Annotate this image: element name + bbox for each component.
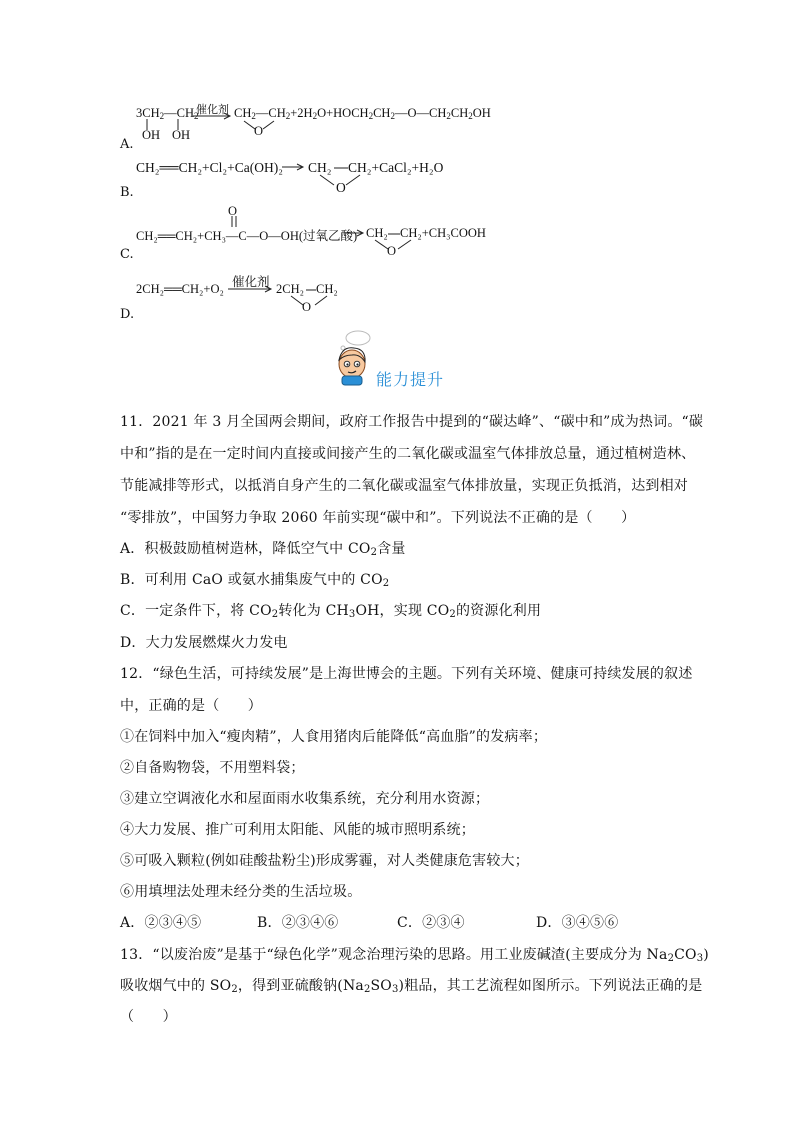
option-b-label: B. bbox=[120, 185, 134, 200]
q12-item-6: ⑥用填埋法处理未经分类的生活垃圾。 bbox=[120, 884, 362, 900]
q12-item-1: ①在饲料中加入“瘦肉精”，人食用猪肉后能降低“高血脂”的发病率； bbox=[120, 729, 548, 745]
q11-stem-line-2: 中和”指的是在一定时间内直接或间接产生的二氧化碳或温室气体排放总量，通过植树造林、 bbox=[120, 446, 696, 462]
option-c-cc-bond bbox=[388, 232, 400, 236]
option-d-ring-o: O bbox=[302, 300, 312, 314]
option-a-oh-right: OH bbox=[172, 128, 191, 142]
section-title: 能力提升 bbox=[376, 370, 445, 389]
q11-option-a: A．积极鼓励植树造林，降低空气中 $CO_2$含量 bbox=[120, 541, 406, 558]
option-a-oh-left: OH bbox=[142, 128, 161, 142]
q12-item-4: ④大力发展、推广可利用太阳能、风能的城市照明系统； bbox=[120, 822, 475, 838]
q12-item-2: ②自备购物袋，不用塑料袋； bbox=[120, 760, 305, 776]
q12-option-c: C．②③④ bbox=[397, 915, 465, 931]
q12-option-b: B．②③④⑥ bbox=[257, 915, 339, 931]
option-b-ring-right: CH₂+CaCl₂+H₂O bbox=[348, 160, 444, 175]
q11-option-b: B．可利用 CaO 或氨水捕集废气中的 $CO_2$ bbox=[120, 572, 390, 589]
q12-stem-line-2: 中，正确的是（ ） bbox=[120, 698, 262, 714]
option-a-reactant: $3CH_2—CH_2$ bbox=[136, 106, 199, 121]
option-c-arrow-icon bbox=[346, 229, 366, 237]
option-c-ring-o: O bbox=[387, 244, 397, 258]
q11-option-c: C．一定条件下，将 $CO_2$转化为 $CH_3OH$，实现 $CO_2$的资源化利用 bbox=[120, 603, 542, 620]
option-c-reactants: CH₂══CH₂+CH₃—C—O—OH(过氧乙酸) bbox=[136, 229, 358, 243]
option-c-ring-left: CH₂ bbox=[366, 226, 388, 240]
option-b-cc-bond bbox=[334, 166, 348, 170]
q11-stem-line-4: “零排放”，中国努力争取 2060 年前实现“碳中和”。下列说法不正确的是（ ） bbox=[120, 510, 636, 526]
q13-stem-line-1: 13．“以废治废”是基于“绿色化学”观念治理污染的思路。用工业废碱渣(主要成分为 $Na_2CO_3$) bbox=[120, 947, 709, 964]
option-d-reactants: 2CH₂══CH₂+O₂ bbox=[136, 282, 224, 296]
option-c-label: C. bbox=[120, 247, 134, 262]
q12-item-3: ③建立空调液化水和屋面雨水收集系统，充分利用水资源； bbox=[120, 791, 490, 807]
q11-stem-line-3: 节能减排等形式，以抵消自身产生的二氧化碳或温室气体排放量，实现正负抵消，达到相对 bbox=[120, 478, 688, 494]
q12-stem-line-1: 12．“绿色生活，可持续发展”是上海世博会的主题。下列有关环境、健康可持续发展的叙述 bbox=[120, 666, 693, 682]
q13-stem-line-3: （ ） bbox=[120, 1009, 177, 1025]
boy-thinking-icon bbox=[330, 330, 374, 386]
option-b-ring-o: O bbox=[336, 180, 346, 195]
option-a-catalyst-label: 催化剂 bbox=[196, 104, 229, 116]
q11-option-d: D．大力发展燃煤火力发电 bbox=[120, 635, 288, 651]
q12-option-d: D．③④⑤⑥ bbox=[536, 915, 619, 931]
q13-stem-line-2: 吸收烟气中的 $SO_2$，得到亚硫酸钠$(Na_2SO_3)$粗品，其工艺流程如图所示。下列说法正确的是 bbox=[120, 978, 703, 995]
option-b-arrow-icon bbox=[282, 163, 306, 171]
option-c-carbonyl-o: O bbox=[228, 204, 238, 218]
option-a-arrow-icon bbox=[193, 112, 233, 120]
option-d-catalyst-label: 催化剂 bbox=[232, 275, 270, 289]
option-d-ring-right: CH₂ bbox=[316, 282, 338, 296]
option-a-product: $CH_2—CH_2+2H_2O+HOCH_2CH_2—O—CH_2CH_2OH$ bbox=[234, 106, 491, 121]
option-b-reactants: CH₂══CH₂+Cl₂+Ca(OH)₂ bbox=[136, 160, 283, 175]
option-d-cc-bond bbox=[306, 288, 316, 292]
option-b-ring-left: CH₂ bbox=[308, 160, 332, 175]
option-d-arrow-icon bbox=[228, 285, 274, 293]
option-c-ring-right: CH₂+CH₃COOH bbox=[400, 226, 486, 240]
option-d-label: D. bbox=[120, 307, 135, 322]
option-a-bonds bbox=[140, 118, 190, 132]
q11-stem-line-1: 11．2021 年 3 月全国两会期间，政府工作报告中提到的“碳达峰”、“碳中和”成为热词。“碳 bbox=[120, 414, 704, 430]
option-a-label: A. bbox=[120, 137, 134, 152]
option-a-ring-o: O bbox=[254, 124, 264, 138]
q12-option-a: A．②③④⑤ bbox=[120, 915, 202, 931]
q12-item-5: ⑤可吸入颗粒(例如硅酸盐粉尘)形成雾霾，对人类健康危害较大； bbox=[120, 853, 529, 869]
option-d-ring-left: 2CH₂ bbox=[276, 282, 304, 296]
